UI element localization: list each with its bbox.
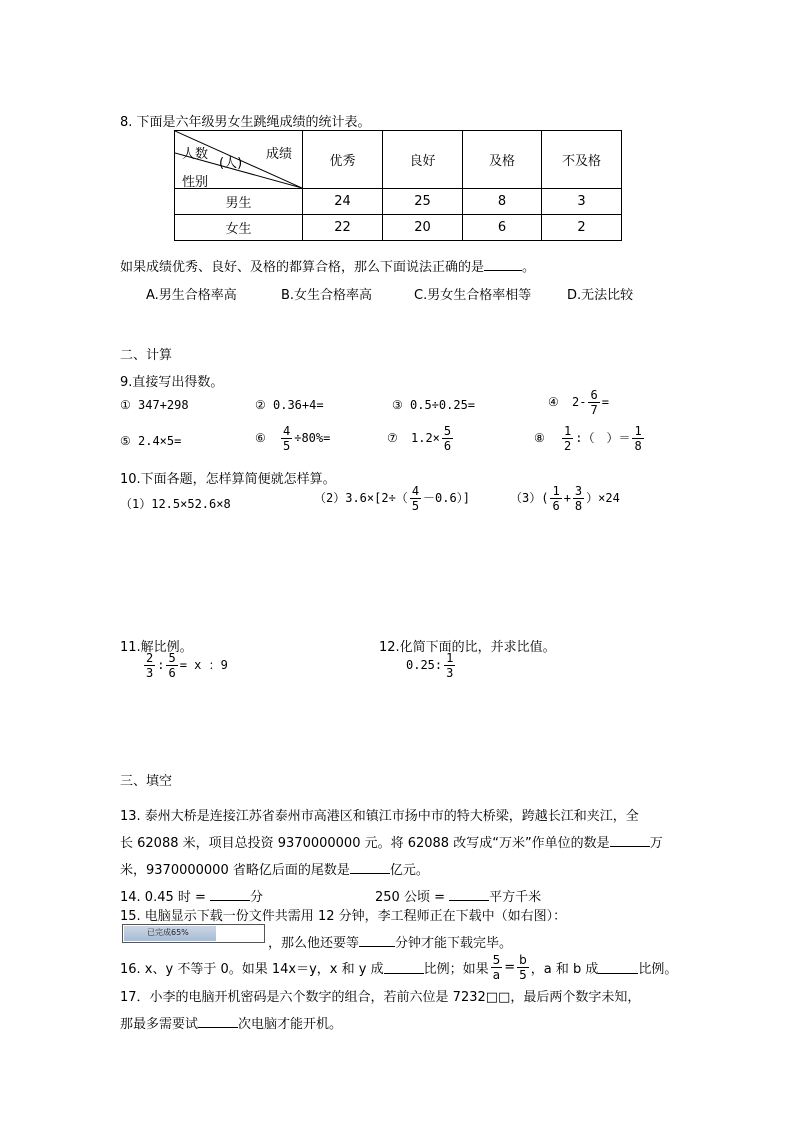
header-unit: (人): [219, 156, 243, 171]
expr-post: －0.6）]: [423, 491, 470, 505]
q15-line-1: 15. 电脑显示下载一份文件共需用 12 分钟，李工程师正在下载中（如右图）：: [120, 909, 567, 924]
q9-item-7: [387, 425, 455, 452]
answer-blank[interactable]: [359, 934, 395, 947]
q14-part-1: [120, 886, 263, 905]
item-mid: :（ ）＝: [575, 431, 631, 445]
q13-text: 米，9370000000 省略亿后面的尾数是: [120, 863, 350, 878]
progress-label: 已完成65%: [147, 928, 189, 937]
item-mark: ⑤: [120, 434, 131, 448]
column-header: 不及格: [542, 131, 622, 189]
item-expression: 0.36+4=: [273, 398, 324, 412]
q16: [120, 950, 677, 984]
item-post: =: [601, 395, 609, 409]
q14-text: 14. 0.45 时 =: [120, 890, 211, 905]
table-cell: 6: [463, 215, 542, 241]
q8-question-end: 。: [522, 260, 536, 275]
item-mark: ②: [255, 398, 266, 412]
q8-question-text: 如果成绩优秀、良好、及格的都算合格，那么下面说法正确的是: [120, 260, 485, 275]
q16-text: 16. x、y 不等于 0。如果 14x＝y，x 和 y 成: [120, 961, 384, 977]
fraction-numerator: 2: [146, 651, 154, 665]
fraction-denominator: 8: [634, 439, 642, 453]
q12-expression: [406, 652, 457, 679]
q9-title: 9.直接写出得数。: [120, 375, 224, 390]
q16-text: 比例；如果: [423, 961, 489, 977]
table-cell: 24: [303, 189, 383, 215]
item-mark: ③: [392, 398, 403, 412]
column-header: 优秀: [303, 131, 383, 189]
fraction-denominator: 5: [411, 499, 420, 513]
row-label: 女生: [175, 215, 303, 241]
expr-colon: :: [157, 658, 165, 672]
section-2-title: 二、计算: [120, 348, 173, 363]
fraction-denominator: 2: [564, 439, 572, 453]
fraction-numerator: 1: [564, 424, 572, 438]
fraction-numerator: 3: [574, 484, 583, 498]
jump-rope-table: [174, 130, 622, 241]
table-row: [175, 215, 622, 241]
q17-text-end: 次电脑才能开机。: [238, 1017, 343, 1032]
q13-line-1: 13. 泰州大桥是连接江苏省泰州市高港区和镇江市扬中市的特大桥梁，跨越长江和夹江，全: [120, 809, 639, 824]
column-header: 良好: [383, 131, 463, 189]
header-gender: 性别: [182, 175, 209, 190]
answer-blank[interactable]: [384, 961, 424, 974]
column-header: 及格: [463, 131, 542, 189]
q14-unit: 平方千米: [489, 890, 542, 905]
fraction-numerator: 5: [168, 651, 176, 665]
q13-line-3: [120, 859, 429, 878]
q12-title: 12.化简下面的比，并求比值。: [379, 640, 556, 655]
q16-text-end: 比例。: [638, 961, 678, 977]
expr-post: ）×24: [586, 491, 620, 505]
item-pre: 2-: [572, 395, 587, 409]
q9-item-3: [392, 398, 475, 412]
table-cell: 25: [383, 189, 463, 215]
table-cell: 2: [542, 215, 622, 241]
fraction-denominator: 6: [443, 439, 452, 453]
expr-post: = x ：9: [179, 658, 228, 672]
q10-part-2: [314, 485, 470, 512]
q8-option-a: A.男生合格率高: [146, 288, 237, 303]
fraction-numerator: 5: [492, 952, 501, 967]
table-cell: 22: [303, 215, 383, 241]
q9-item-5: [120, 434, 181, 448]
q14-text: 250 公顷 =: [375, 890, 450, 905]
fraction-numerator: 5: [443, 424, 452, 438]
fraction-denominator: 8: [574, 499, 583, 513]
q13-text-end: 万: [649, 836, 663, 851]
item-mark: ⑥: [255, 431, 266, 445]
answer-blank[interactable]: [449, 888, 489, 901]
table-cell: 3: [542, 189, 622, 215]
expr-pre: （3）(: [510, 491, 549, 505]
q10-part-1: （1）12.5×52.6×8: [120, 497, 231, 511]
fraction-denominator: 6: [168, 666, 176, 680]
expr-pre: 0.25:: [406, 658, 443, 672]
table-row: [175, 189, 622, 215]
fraction-denominator: 5: [519, 967, 527, 982]
answer-blank[interactable]: [484, 258, 522, 271]
q17-line-2: [120, 1013, 342, 1032]
fraction-numerator: 4: [283, 424, 291, 438]
q17-line-1: 17．小李的电脑开机密码是六个数字的组合，若前六位是 7232□□，最后两个数字未知，: [120, 990, 641, 1005]
q15-text: ，那么他还要等: [268, 936, 360, 951]
table-cell: 20: [383, 215, 463, 241]
q8-title: 8. 下面是六年级男女生跳绳成绩的统计表。: [120, 115, 371, 130]
q14-part-2: [375, 886, 541, 905]
table-diagonal-header: [175, 131, 303, 189]
fraction-denominator: 5: [283, 439, 291, 453]
fraction-numerator: 1: [446, 651, 454, 665]
q8-option-b: B.女生合格率高: [281, 288, 373, 303]
row-label: 男生: [175, 189, 303, 215]
item-expression: 2.4×5=: [138, 434, 182, 448]
item-mark: ①: [120, 398, 131, 412]
q13-text-end: 亿元。: [389, 863, 429, 878]
q14-unit: 分: [250, 890, 264, 905]
fraction-denominator: 6: [552, 499, 560, 513]
fraction-denominator: 7: [590, 403, 598, 417]
header-score: 成绩: [266, 147, 293, 162]
q13-line-2: [120, 832, 663, 851]
q9-item-4: [548, 389, 609, 416]
item-mark: ⑦: [387, 431, 398, 445]
fraction-denominator: 3: [146, 666, 154, 680]
q15-line-2: [268, 932, 512, 951]
fraction-numerator: b: [519, 952, 527, 967]
q11-title: 11.解比例。: [120, 640, 193, 655]
fraction-numerator: 4: [411, 484, 420, 498]
q8-option-c: C.男女生合格率相等: [414, 288, 532, 303]
answer-blank[interactable]: [210, 888, 250, 901]
expr-pre: （2）3.6×[2÷（: [314, 491, 408, 505]
item-pre: 1.2×: [411, 431, 440, 445]
answer-blank[interactable]: [198, 1015, 238, 1028]
item-post: ÷80%=: [294, 431, 331, 445]
q15-text-end: 分钟才能下载完毕。: [395, 936, 513, 951]
q10-title: 10.下面各题，怎样算简便就怎样算。: [120, 472, 336, 487]
q8-question: [120, 256, 535, 275]
answer-blank[interactable]: [610, 834, 650, 847]
answer-blank[interactable]: [350, 861, 390, 874]
header-people: 人数: [182, 147, 209, 162]
item-expression: 347+298: [138, 398, 189, 412]
fraction-numerator: 1: [634, 424, 642, 438]
q9-item-2: [255, 398, 324, 412]
item-mark: ⑧: [534, 431, 545, 445]
q9-item-1: [120, 398, 189, 412]
item-mark: ④: [548, 395, 559, 409]
q13-text: 长 62088 米，项目总投资 9370000000 元。将 62088 改写成“万米”作单位的数是: [120, 836, 610, 851]
q9-item-8: [534, 425, 646, 452]
download-progress-bar: [122, 924, 265, 943]
item-expression: 0.5÷0.25=: [410, 398, 476, 412]
fraction-denominator: a: [492, 967, 501, 982]
fraction-numerator: 6: [590, 388, 598, 402]
q17-text: 那最多需要试: [120, 1017, 199, 1032]
expr-plus: +: [563, 491, 571, 505]
q10-part-3: [510, 485, 620, 512]
q11-expression: [142, 652, 228, 679]
q16-text: ，a 和 b 成: [530, 961, 599, 977]
q8-option-d: D.无法比较: [567, 288, 634, 303]
table-cell: 8: [463, 189, 542, 215]
q16-eq: =: [504, 959, 516, 975]
q9-item-6: [255, 425, 330, 452]
section-3-title: 三、填空: [120, 774, 173, 789]
fraction-denominator: 3: [446, 666, 454, 680]
answer-blank[interactable]: [598, 961, 638, 974]
fraction-numerator: 1: [552, 484, 560, 498]
